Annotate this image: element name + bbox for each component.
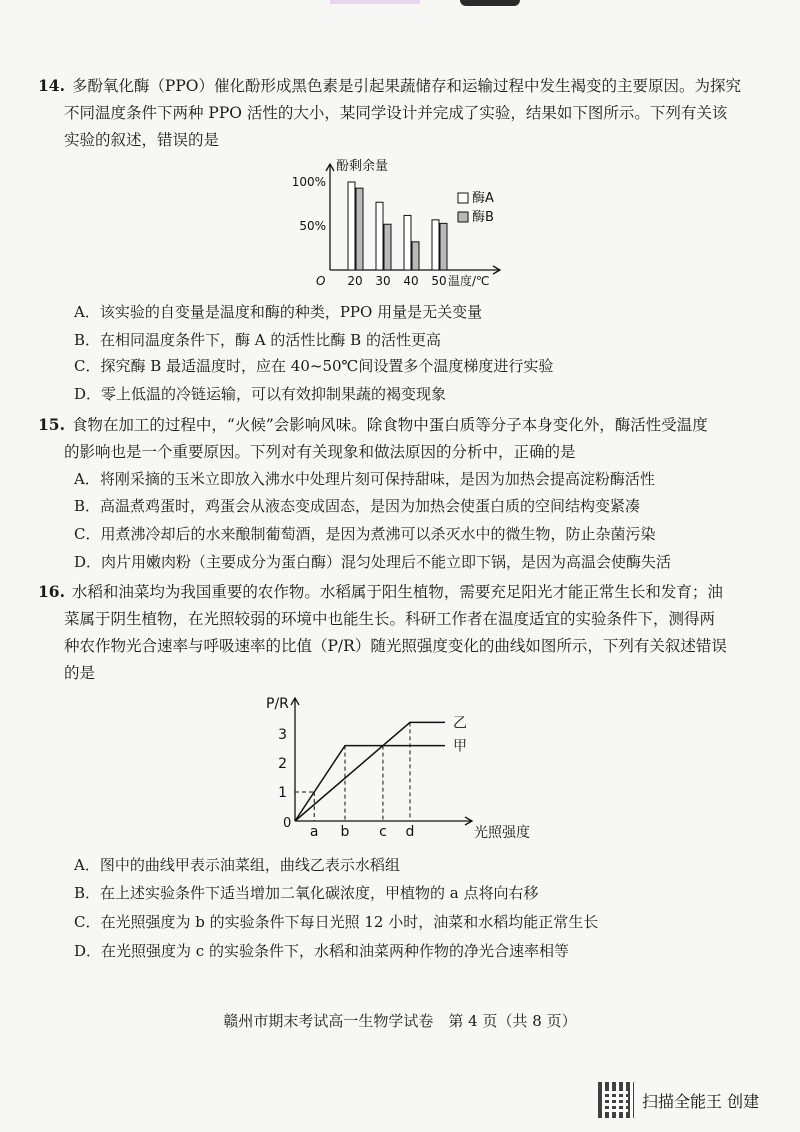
y-tick-label: 50% — [299, 219, 326, 233]
question-stem: 的影响也是一个重要原因。下列对有关现象和做法原因的分析中，正确的是 — [64, 443, 576, 461]
question-stem: 菜属于阴生植物，在光照较弱的环境中也能生长。科研工作者在温度适宜的实验条件下，测得两 — [64, 610, 716, 628]
bar-酶B — [440, 223, 447, 270]
option-b: B．高温煮鸡蛋时，鸡蛋会从液态变成固态，是因为加热会使蛋白质的空间结构变紧凑 — [74, 497, 641, 515]
x-mark-label: a — [309, 824, 319, 840]
x-axis-label: 光照强度 — [474, 825, 530, 841]
question-stem: 实验的叙述，错误的是 — [64, 131, 220, 149]
origin-label: 0 — [283, 816, 292, 831]
x-tick-label: 40 — [403, 274, 419, 288]
x-tick-label: 50 — [431, 274, 447, 288]
option-d: D．肉片用嫩肉粉（主要成分为蛋白酶）混匀处理后不能立即下锅，是因为高温会使酶失活 — [74, 553, 672, 571]
bar-酶A — [348, 182, 355, 270]
qr-code-icon — [598, 1082, 634, 1118]
y-tick-label: 1 — [278, 785, 287, 801]
option-a: A．将刚采摘的玉米立即放入沸水中处理片刻可保持甜味，是因为加热会提高淀粉酶活性 — [74, 470, 655, 488]
question-14 — [38, 72, 762, 154]
scan-artifact — [330, 0, 420, 4]
question-number: 14. — [38, 76, 65, 95]
bar-酶B — [412, 242, 419, 270]
question-stem: 水稻和油菜均为我国重要的农作物。水稻属于阳生植物，需要充足阳光才能正常生长和发育；油 — [71, 583, 723, 601]
option-a: A．图中的曲线甲表示油菜组，曲线乙表示水稻组 — [74, 856, 400, 874]
legend-swatch — [458, 193, 468, 203]
option-a: A．该实验的自变量是温度和酶的种类，PPO 用量是无关变量 — [74, 303, 483, 321]
legend-label: 酶B — [472, 210, 494, 225]
bar-酶A — [404, 215, 411, 270]
question-number: 15. — [38, 415, 65, 434]
origin-label: O — [316, 274, 326, 288]
question-stem: 不同温度条件下两种 PPO 活性的大小，某同学设计并完成了实验，结果如下图所示。下列有关该 — [64, 104, 728, 122]
bar-酶A — [432, 220, 439, 270]
y-axis-label: P/R — [266, 696, 289, 712]
question-16 — [38, 578, 762, 687]
x-tick-label: 20 — [347, 274, 363, 288]
bar-酶A — [376, 202, 383, 270]
series-label: 甲 — [453, 738, 467, 755]
y-tick-label: 2 — [278, 756, 287, 772]
option-c: C．探究酶 B 最适温度时，应在 40~50℃间设置多个温度梯度进行实验 — [74, 357, 554, 375]
enzyme-bar-chart — [290, 150, 520, 296]
bar-酶B — [384, 224, 391, 270]
badge-label: 扫描全能王 创建 — [642, 1091, 760, 1111]
scanner-badge — [598, 1082, 759, 1118]
y-tick-label: 100% — [291, 175, 326, 189]
page-footer: 赣州市期末考试高一生物学试卷 第 4 页（共 8 页） — [223, 1012, 577, 1030]
pr-line-chart — [262, 690, 552, 850]
question-number: 16. — [38, 582, 65, 601]
y-tick-label: 3 — [278, 727, 287, 743]
legend-swatch — [458, 212, 468, 222]
option-c: C．用煮沸冷却后的水来酿制葡萄酒，是因为煮沸可以杀灭水中的微生物，防止杂菌污染 — [74, 525, 656, 543]
question-stem: 食物在加工的过程中，“火候”会影响风味。除食物中蛋白质等分子本身变化外，酶活性受温度 — [71, 416, 708, 434]
question-stem: 的是 — [64, 664, 96, 682]
x-mark-label: b — [340, 824, 350, 840]
question-stem: 种农作物光合速率与呼吸速率的比值（P/R）随光照强度变化的曲线如图所示，下列有关叙述错误 — [64, 637, 727, 655]
legend-label: 酶A — [472, 191, 494, 206]
option-d: D．零上低温的冷链运输，可以有效抑制果蔬的褐变现象 — [74, 385, 447, 403]
option-b: B．在相同温度条件下，酶 A 的活性比酶 B 的活性更高 — [74, 331, 441, 349]
option-b: B．在上述实验条件下适当增加二氧化碳浓度，甲植物的 a 点将向右移 — [74, 884, 539, 902]
x-mark-label: d — [405, 824, 415, 840]
question-stem: 多酚氧化酶（PPO）催化酚形成黑色素是引起果蔬储存和运输过程中发生褐变的主要原因。为探究 — [71, 77, 741, 95]
y-axis-label: 酚剩余量 — [336, 159, 389, 174]
option-c: C．在光照强度为 b 的实验条件下每日光照 12 小时，油菜和水稻均能正常生长 — [74, 913, 599, 931]
series-label: 乙 — [453, 715, 467, 732]
bar-酶B — [356, 188, 363, 270]
x-axis-label: 温度/℃ — [448, 274, 490, 288]
x-mark-label: c — [379, 824, 387, 840]
question-15 — [38, 411, 762, 466]
scan-artifact — [460, 0, 520, 6]
option-d: D．在光照强度为 c 的实验条件下，水稻和油菜两种作物的净光合速率相等 — [74, 942, 569, 960]
series-line-乙 — [295, 722, 445, 821]
x-tick-label: 30 — [375, 274, 391, 288]
